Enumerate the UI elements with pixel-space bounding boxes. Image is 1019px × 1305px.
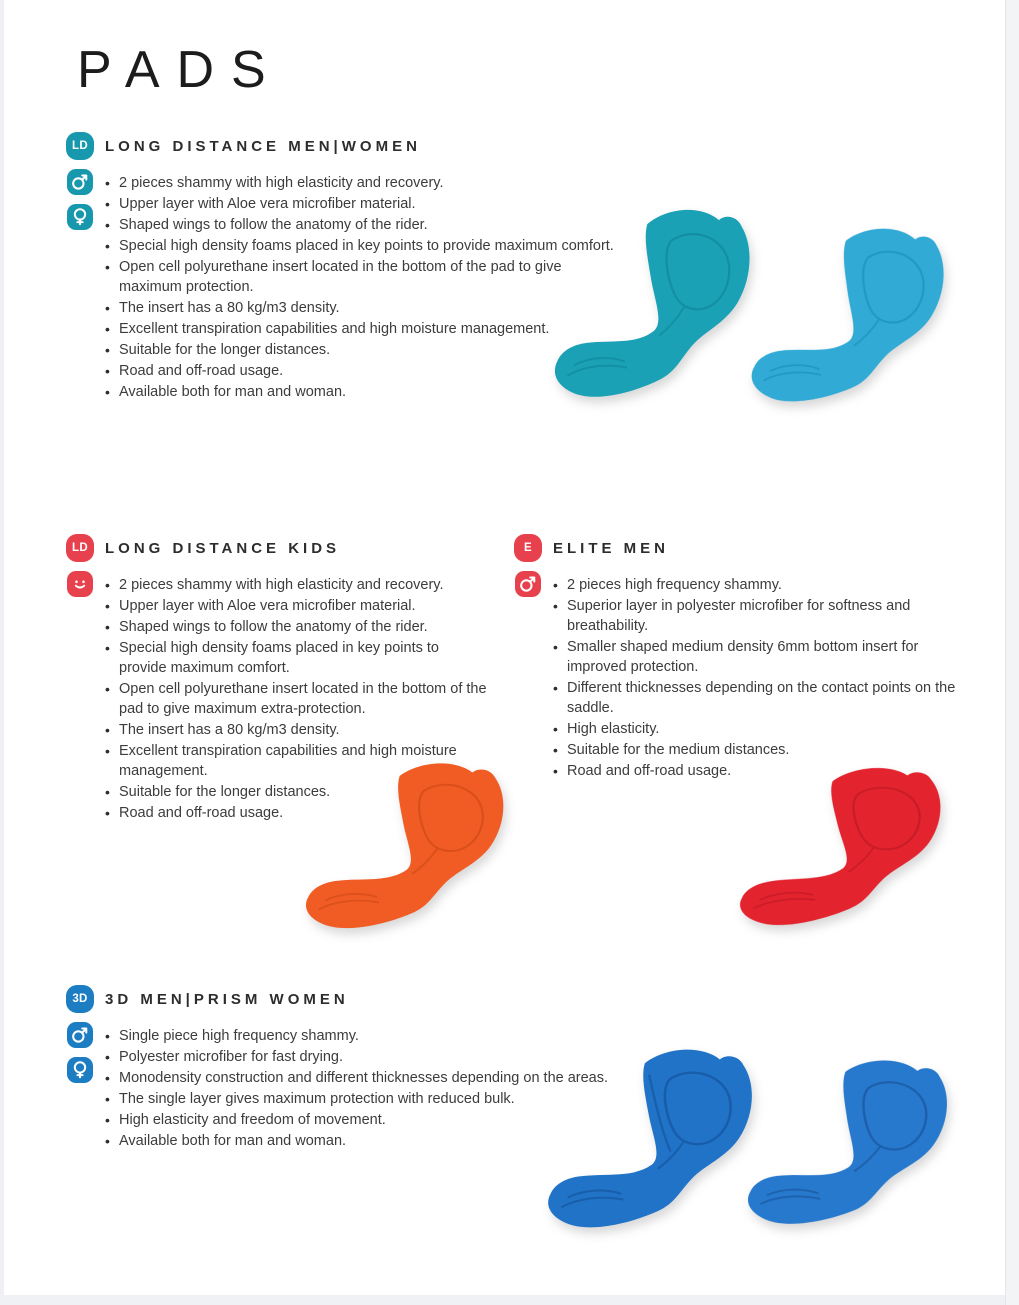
list-item: • Special high density foams placed in key points to provide maximum comfort.	[103, 236, 628, 256]
gender-icon-column	[67, 169, 93, 230]
list-item: • High elasticity.	[551, 719, 971, 739]
male-icon	[67, 1022, 93, 1048]
list-item: • Suitable for the medium distances.	[551, 740, 971, 760]
gender-icon-column	[67, 1022, 93, 1083]
list-item: • Special high density foams placed in key points to provide maximum comfort.	[103, 638, 489, 678]
list-item: • 2 pieces shammy with high elasticity and recovery.	[103, 575, 489, 595]
section-title: LONG DISTANCE MEN|WOMEN	[105, 137, 421, 155]
pad-image-prism-women	[741, 1052, 963, 1239]
female-icon	[67, 204, 93, 230]
list-item: • Different thicknesses depending on the contact points on the saddle.	[551, 678, 971, 718]
section-header	[66, 985, 636, 1013]
kids-smiley-icon	[67, 571, 93, 597]
badge-3d: 3D	[66, 985, 94, 1013]
list-item: • Available both for man and woman.	[103, 382, 628, 402]
list-item: • Polyester microfiber for fast drying.	[103, 1047, 628, 1067]
list-item: • The insert has a 80 kg/m3 density.	[103, 720, 489, 740]
male-icon	[67, 169, 93, 195]
list-item: • Monodensity construction and different thicknesses depending on the areas.	[103, 1068, 628, 1088]
page-margin-bottom	[0, 1295, 1005, 1305]
badge-e: E	[514, 534, 542, 562]
pad-image-kids	[300, 760, 518, 938]
list-item: • Superior layer in polyester microfiber for softness and breathability.	[551, 596, 971, 636]
list-item: • Road and off-road usage.	[103, 803, 489, 823]
catalog-page	[4, 0, 1005, 1295]
section-title: 3D MEN|PRISM WOMEN	[105, 990, 349, 1008]
list-item: • The insert has a 80 kg/m3 density.	[103, 298, 628, 318]
list-item: • The single layer gives maximum protection with reduced bulk.	[103, 1089, 628, 1109]
pad-image-long-distance-men	[549, 206, 764, 408]
male-icon	[515, 571, 541, 597]
section-header	[66, 534, 511, 562]
list-item: • Shaped wings to follow the anatomy of the rider.	[103, 617, 489, 637]
list-item: • Excellent transpiration capabilities and high moisture management.	[103, 741, 489, 781]
list-item: • Open cell polyurethane insert located in the bottom of the pad to give maximum extra-protection.	[103, 679, 489, 719]
section-long-distance-men-women	[66, 132, 631, 403]
page-title: PADS	[77, 41, 283, 99]
badge-ld: LD	[66, 132, 94, 160]
kids-icon-column	[67, 571, 93, 597]
page-margin-right	[1005, 0, 1019, 1305]
list-item: • Suitable for the longer distances.	[103, 782, 489, 802]
list-item: • 2 pieces high frequency shammy.	[551, 575, 971, 595]
list-item: • Road and off-road usage.	[103, 361, 628, 381]
list-item: • Available both for man and woman.	[103, 1131, 628, 1151]
section-title: LONG DISTANCE KIDS	[105, 539, 341, 557]
list-item: • Shaped wings to follow the anatomy of the rider.	[103, 215, 628, 235]
list-item: • Upper layer with Aloe vera microfiber material.	[103, 194, 628, 214]
section-header	[66, 132, 631, 160]
list-item: • High elasticity and freedom of movement.	[103, 1110, 628, 1130]
list-item: • 2 pieces shammy with high elasticity and recovery.	[103, 173, 628, 193]
section-elite-men	[514, 534, 974, 782]
pad-image-elite-men	[729, 762, 960, 936]
badge-ld: LD	[66, 534, 94, 562]
list-item: • Road and off-road usage.	[551, 761, 971, 781]
list-item: • Suitable for the longer distances.	[103, 340, 628, 360]
pad-image-long-distance-women	[745, 220, 960, 417]
gender-icon-column	[515, 571, 541, 597]
section-header	[514, 534, 974, 562]
section-title: ELITE MEN	[553, 539, 670, 557]
female-icon	[67, 1057, 93, 1083]
list-item: • Single piece high frequency shammy.	[103, 1026, 628, 1046]
feature-list	[551, 575, 971, 781]
list-item: • Upper layer with Aloe vera microfiber material.	[103, 596, 489, 616]
list-item: • Smaller shaped medium density 6mm bottom insert for improved protection.	[551, 637, 971, 677]
pad-image-3d-men	[542, 1046, 767, 1238]
list-item: • Open cell polyurethane insert located in the bottom of the pad to give maximum protection.	[103, 257, 628, 297]
list-item: • Excellent transpiration capabilities and high moisture management.	[103, 319, 628, 339]
